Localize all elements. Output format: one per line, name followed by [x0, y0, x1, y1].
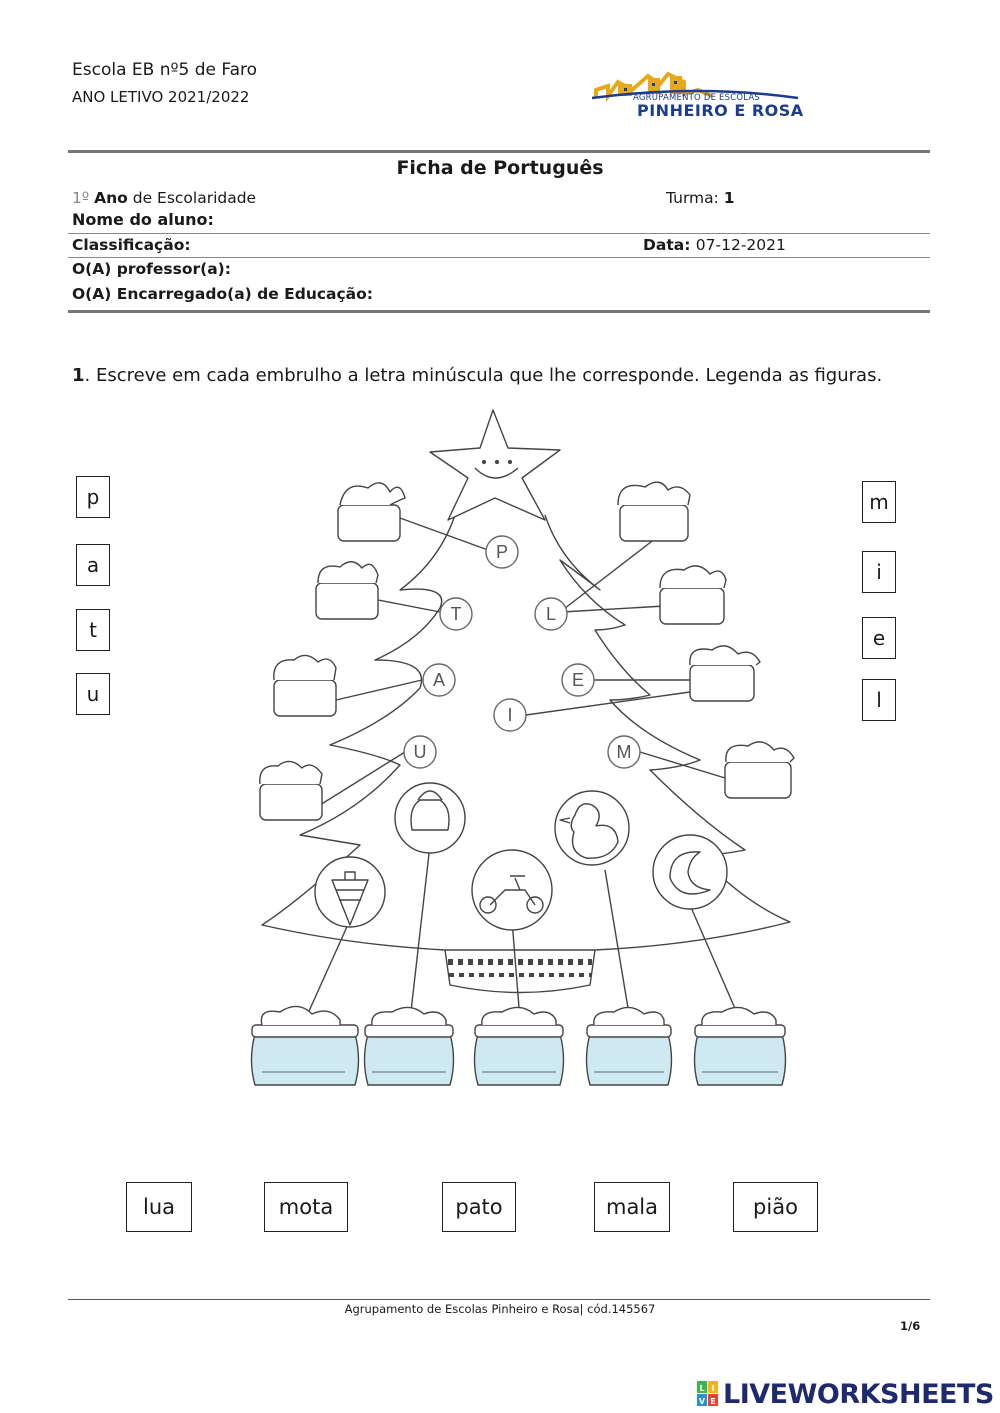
letter-card-t[interactable]: t: [76, 609, 110, 651]
sheet-title: Ficha de Português: [396, 157, 604, 179]
divider: [68, 150, 930, 153]
word-card-mala[interactable]: mala: [594, 1182, 670, 1232]
word-card-piao[interactable]: pião: [733, 1182, 818, 1232]
grade-number: 1º: [72, 189, 90, 207]
tree-letter-p: P: [495, 542, 509, 562]
date-label: Data:: [643, 236, 696, 254]
exercise-number: 1: [72, 365, 85, 386]
student-name-label: Nome do aluno:: [72, 210, 214, 229]
school-name: Escola EB nº5 de Faro: [72, 60, 258, 80]
logo-letter-e: E: [710, 1397, 716, 1406]
liveworksheets-logo-icon: [697, 1381, 719, 1407]
divider: [68, 233, 930, 234]
grade-word: Ano: [94, 189, 128, 207]
tree-letter-e: E: [571, 670, 585, 690]
bottom-bag-4-shape: [587, 1007, 672, 1085]
letter-card-e[interactable]: e: [862, 617, 896, 659]
date-value: 07-12-2021: [695, 236, 786, 254]
tree-letter-t: T: [450, 604, 462, 624]
exercise-instruction: [72, 360, 928, 392]
bottom-bag-3-shape: [475, 1007, 564, 1085]
teacher-label: O(A) professor(a):: [72, 260, 231, 278]
grade-line: [72, 189, 256, 207]
letter-card-l[interactable]: l: [862, 679, 896, 721]
tree-letter-m: M: [616, 742, 632, 762]
exercise-text: . Escreve em cada embrulho a letra minúscula que lhe corresponde. Legenda as figuras.: [84, 365, 883, 386]
tree-letter-a: A: [432, 670, 446, 690]
liveworksheets-brand: [697, 1380, 994, 1408]
guardian-label: O(A) Encarregado(a) de Educação:: [72, 285, 373, 303]
bottom-bag-1-shape: [252, 1006, 359, 1085]
bottom-bag-2-shape: [365, 1007, 454, 1085]
class-value: 1: [723, 189, 735, 207]
tree-letter-u: U: [413, 742, 427, 762]
word-card-lua[interactable]: lua: [126, 1182, 192, 1232]
tree-letter-l: L: [545, 604, 557, 624]
logo-letter-i: I: [711, 1384, 715, 1393]
letter-card-u[interactable]: u: [76, 673, 110, 715]
word-card-pato[interactable]: pato: [442, 1182, 516, 1232]
logo-subtitle: AGRUPAMENTO DE ESCOLAS: [633, 93, 760, 103]
grading-label: Classificação:: [72, 236, 191, 254]
bottom-bag-5-shape: [695, 1007, 786, 1085]
liveworksheets-wordmark: LIVEWORKSHEETS: [723, 1378, 994, 1410]
tree-letter-i: I: [507, 705, 513, 725]
grade-rest: de Escolaridade: [127, 189, 257, 207]
letter-card-a[interactable]: a: [76, 544, 110, 586]
letter-card-p[interactable]: p: [76, 476, 110, 518]
tree-pot-shape: [445, 950, 595, 993]
logo-title: PINHEIRO E ROSA: [637, 101, 804, 120]
page-number: 1/6: [900, 1319, 921, 1333]
christmas-tree-illustration: [240, 400, 810, 1100]
class-label: Turma:: [666, 189, 724, 207]
logo-letter-v: V: [698, 1397, 706, 1406]
footer-divider: [68, 1299, 930, 1300]
school-year: ANO LETIVO 2021/2022: [72, 88, 250, 106]
letter-card-m[interactable]: m: [862, 481, 896, 523]
divider: [68, 257, 930, 258]
logo-letter-l: L: [699, 1384, 705, 1393]
class-line: [666, 189, 735, 207]
word-card-mota[interactable]: mota: [264, 1182, 348, 1232]
letter-card-i[interactable]: i: [862, 551, 896, 593]
date-line: [643, 236, 786, 254]
star-shape: [430, 410, 560, 520]
divider: [68, 310, 930, 313]
footer-text: Agrupamento de Escolas Pinheiro e Rosa| cód.145567: [344, 1302, 656, 1316]
